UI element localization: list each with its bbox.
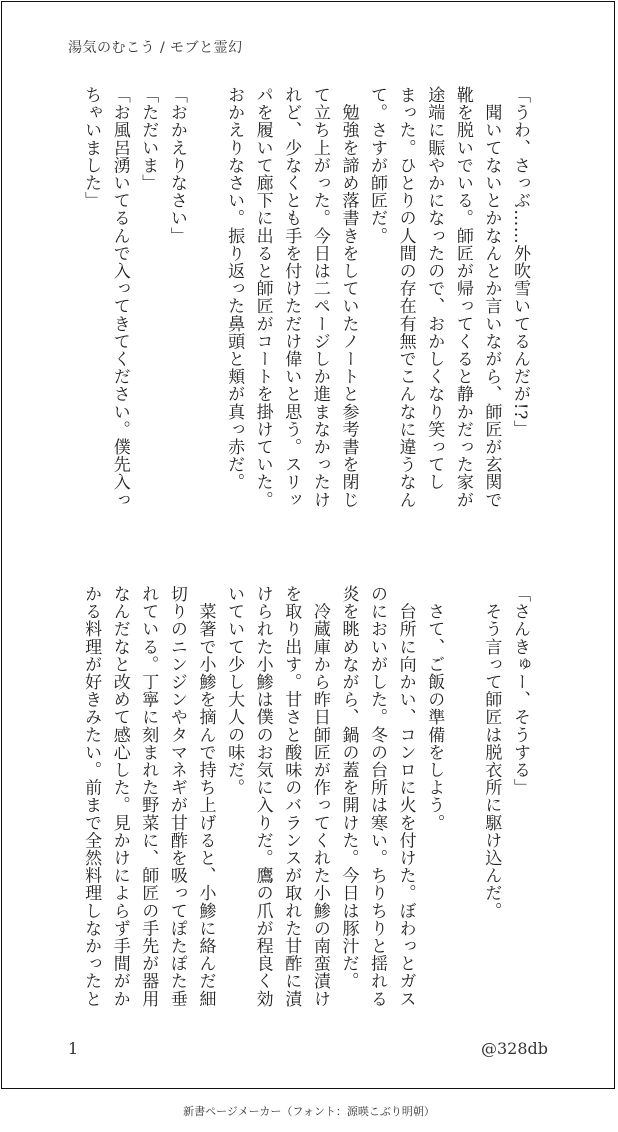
bottom-text-block [77,585,535,1008]
text-line: て立ち上がった。今日は二ページしか進まなかったけ [309,86,330,509]
text-line: 冷蔵庫から昨日師匠が作ってくれた小鯵の南蛮漬け [309,585,330,1008]
text-line: を取り出す。甘さと酸味のバランスが取れた甘酢に漬 [281,585,302,1008]
text-line: 途端に賑やかになったので、おかしくなり笑ってし [424,86,445,491]
top-text-block [77,86,535,509]
text-line: ちゃいました」 [81,86,102,210]
text-line: 台所に向かい、コンロに火を付けた。ぼわっとガス [395,585,416,1008]
page-frame [1,1,615,1089]
text-line: 「さんきゅー、そうする」 [510,585,530,797]
page-number: 1 [68,1039,79,1058]
text-line: 菜箸で小鯵を摘んで持ち上げると、小鯵に絡んだ細 [195,585,216,1008]
text-line: 靴を脱いでいる。師匠が帰ってくると静かだった家が [452,86,473,509]
text-line: 「ただいま」 [138,86,159,192]
text-line: 勉強を諦め落書きをしていたノートと参考書を閉じ [338,86,359,509]
text-line: 切りのニンジンやタマネギが甘酢を吸ってぽたぽた垂 [166,585,187,1008]
text-line: 「お風呂湧いてるんで入ってきてください。僕先入っ [109,86,130,509]
blank-line [448,585,477,1005]
text-line: まった。ひとりの人間の存在有無でこんなに違うなん [395,86,416,509]
text-line: なんだなと改めて感心した。見かけによらず手間がか [109,585,130,1008]
running-header-title: 湯気のむこう / モブと霊幻 [68,40,243,56]
text-line: 聞いてないとかなんとか言いながら、師匠が玄関で [481,86,502,509]
text-line: さて、ご飯の準備をしよう。 [424,585,445,832]
text-line: 炎を眺めながら、鍋の蓋を開けた。今日は豚汁だ。 [338,585,359,990]
text-line: て。さすが師匠だ。 [367,86,388,245]
text-line: 「おかえりなさい」 [166,86,187,245]
text-line: おかえりなさい。振り返った鼻頭と頬が真っ赤だ。 [224,86,245,491]
text-line: かる料理が好きみたい。前まで全然料理しなかったと [81,585,102,1008]
text-line: のにおいがした。冬の台所は寒い。ちりちりと揺れる [367,585,388,1008]
text-line: けられた小鯵は僕のお気に入りだ。鷹の爪が程良く効 [252,585,273,1008]
text-line: 「うわ、さっぶ……外吹雪いてるんだが!?」 [510,86,530,438]
text-line: そう言って師匠は脱衣所に駆け込んだ。 [481,585,502,920]
text-line: れている。丁寧に刻まれた野菜に、師匠の手先が器用 [138,585,159,1008]
text-line: パを履いて廊下に出ると師匠がコートを掛けていた。 [252,86,273,509]
generator-credit: 新書ページメーカー（フォント：源暎こぶり明朝） [183,1105,435,1118]
text-line: れど、少なくとも手を付けただけ偉いと思う。スリッ [281,86,302,509]
text-line: いていて少し大人の味だ。 [224,585,245,797]
author-handle: @328db [480,1039,548,1058]
blank-line [191,86,220,506]
